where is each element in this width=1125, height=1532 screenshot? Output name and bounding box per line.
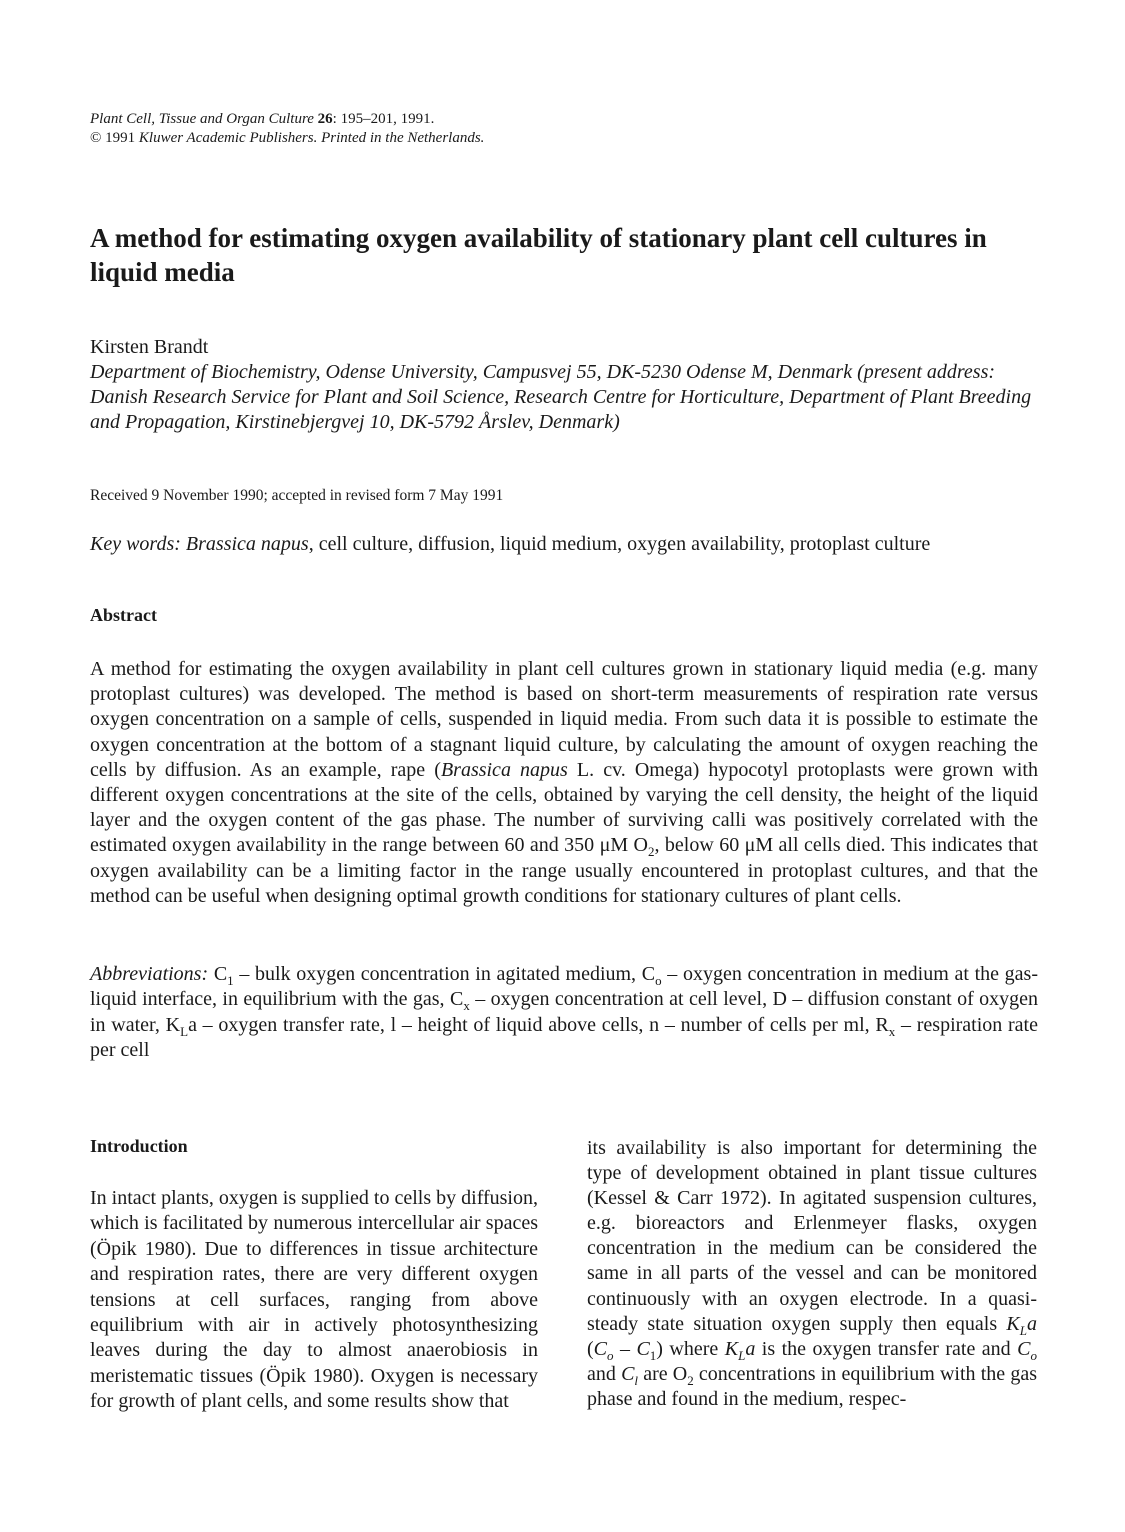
- abstract-part-3: , below 60 μM all cells died. This indicates that oxygen availability can be a limiting factor in the range usually encountered in protoplast cultures, and that the method can be useful when designing optimal growth conditions for stationary cultures of plant cells.: [90, 834, 1038, 907]
- affiliation: [90, 360, 1050, 435]
- intro-math-sub: L: [1019, 1322, 1027, 1338]
- journal-volume: 26: [317, 111, 333, 127]
- intro-math: C: [636, 1337, 650, 1360]
- abbr-sub: x: [463, 998, 470, 1014]
- intro-math: C: [621, 1362, 635, 1385]
- intro-math: a: [1027, 1312, 1037, 1335]
- intro-math: C: [593, 1337, 608, 1360]
- introduction-left-column: In intact plants, oxygen is supplied to cells by diffusion, which is facilitated by numerous intercellular air spaces (Öpik 1980). Due to differences in tissue architecture and respiration rates, there are very different oxygen tensions at cell surfaces, ranging from above equilibrium with air in actively photosynthesizing leaves during the day to almost anaerobiosis in meristematic tissues (Öpik 1980). Oxygen is necessary for growth of plant cells, and some results show that: [90, 1187, 538, 1413]
- journal-line-2: [90, 129, 484, 148]
- journal-name: Plant Cell, Tissue and Organ Culture: [90, 111, 314, 127]
- abbr-sub: x: [888, 1023, 896, 1039]
- abstract-body: [90, 657, 1038, 909]
- intro-text: and: [587, 1362, 622, 1385]
- abstract-part-1: A method for estimating the oxygen availability in plant cell cultures grown in stationary liquid media (e.g. many protoplast cultures) was developed. The method is based on short-term measurements of respiration rate versus oxygen concentration on a sample of cells, suspended in liquid media. From such data it is possible to estimate the oxygen concentration at the bottom of a stagnant liquid culture, by calculating the amount of oxygen reaching the cells by diffusion. As an example, rape (: [90, 658, 1038, 781]
- intro-text: its availability is also important for determining the type of development obtained in plant tissue cultures (Kessel & Carr 1972). In agitated suspension cultures, e.g. bioreactors and Erlenmeyer flasks, oxygen concentration in the medium can be considered the same in all parts of the vessel and can be monitored continuously with an oxygen electrode. In a quasi-steady state situation oxygen supply then equals: [587, 1137, 1037, 1335]
- intro-text: –: [613, 1337, 637, 1360]
- abbr-symbol: C: [641, 963, 656, 985]
- journal-line-1: [90, 110, 484, 129]
- abbr-symbol: C: [213, 963, 228, 985]
- intro-math-sub: 2: [687, 1372, 694, 1388]
- affiliation-present-address: (present address: Danish Research Service for Plant and Soil Science, Research Centre for Horticulture, Department of Plant Breeding and Propagation, Kirstinebjergvej 10, DK-5792 Årslev, Denmark): [90, 361, 1032, 433]
- paper-title: A method for estimating oxygen availability of stationary plant cell cultures in liquid media: [90, 223, 987, 287]
- intro-math: K: [724, 1337, 739, 1360]
- abbreviations: [90, 962, 1038, 1063]
- intro-math-sub: o: [1030, 1347, 1037, 1363]
- abstract-subscript: 2: [647, 844, 655, 860]
- journal-pages: : 195–201, 1991.: [332, 111, 435, 127]
- abbreviations-label: Abbreviations:: [90, 963, 209, 985]
- journal-citation: [90, 110, 484, 148]
- intro-text: is the oxygen transfer rate and: [755, 1337, 1018, 1360]
- abbr-text: – oxygen concentration at cell level, D – diffusion constant of oxygen in water, K: [90, 988, 1039, 1036]
- abbr-sub: 1: [227, 973, 234, 988]
- intro-text: concentrations in equilibrium with the gas phase and found in the medium, respec-: [587, 1362, 1037, 1410]
- intro-text: (: [587, 1337, 594, 1360]
- intro-math-sub: l: [634, 1372, 639, 1388]
- intro-math: C: [1017, 1337, 1031, 1360]
- keywords: [90, 532, 1030, 557]
- abstract-heading: Abstract: [90, 605, 157, 625]
- abbr-symbol: C: [449, 988, 464, 1011]
- intro-math-sub: 1: [649, 1347, 657, 1363]
- publisher: Kluwer Academic Publishers. Printed in the Netherlands.: [138, 130, 485, 146]
- intro-text: are O: [638, 1362, 688, 1385]
- abstract-part-2: L. cv. Omega) hypocotyl protoplasts were grown with different oxygen concentrations at the site of the cells, obtained by varying the cell density, the height of the liquid layer and the oxygen content of the gas phase. The number of surviving calli was positively correlated with the estimated oxygen availability in the range between 60 and 350 μM O: [90, 758, 1038, 857]
- abbr-sub: o: [655, 973, 662, 988]
- abstract-species: Brassica napus: [440, 758, 568, 781]
- copyright-year: 1991: [105, 130, 136, 146]
- abbr-sub: L: [180, 1023, 189, 1039]
- intro-math: K: [1006, 1312, 1020, 1335]
- keywords-label: Key words:: [90, 533, 181, 555]
- intro-text: ) where: [656, 1337, 725, 1360]
- abbr-text: – bulk oxygen concentration in agitated medium,: [233, 963, 642, 985]
- abbr-text: – oxygen concentration in medium at the gas-liquid interface, in equilibrium with the gas,: [90, 963, 1039, 1011]
- keywords-species: Brassica napus: [185, 533, 309, 555]
- intro-math-sub: o: [607, 1347, 614, 1363]
- introduction-heading: Introduction: [90, 1136, 188, 1156]
- copyright-symbol: ©: [90, 130, 102, 146]
- received-dates: Received 9 November 1990; accepted in revised form 7 May 1991: [90, 487, 504, 504]
- keywords-list: , cell culture, diffusion, liquid medium, oxygen availability, protoplast culture: [308, 533, 931, 555]
- intro-math: a: [745, 1337, 756, 1360]
- introduction-right-column: [587, 1136, 1037, 1412]
- intro-math-sub: L: [738, 1347, 746, 1363]
- affiliation-department: Department of Biochemistry, Odense University, Campusvej 55, DK-5230 Odense M, Denmark: [90, 361, 853, 383]
- abbr-text: – respiration rate per cell: [90, 1013, 1038, 1061]
- author-name: Kirsten Brandt: [90, 336, 209, 358]
- abbr-text: a – oxygen transfer rate, l – height of liquid above cells, n – number of cells per ml, R: [188, 1013, 889, 1036]
